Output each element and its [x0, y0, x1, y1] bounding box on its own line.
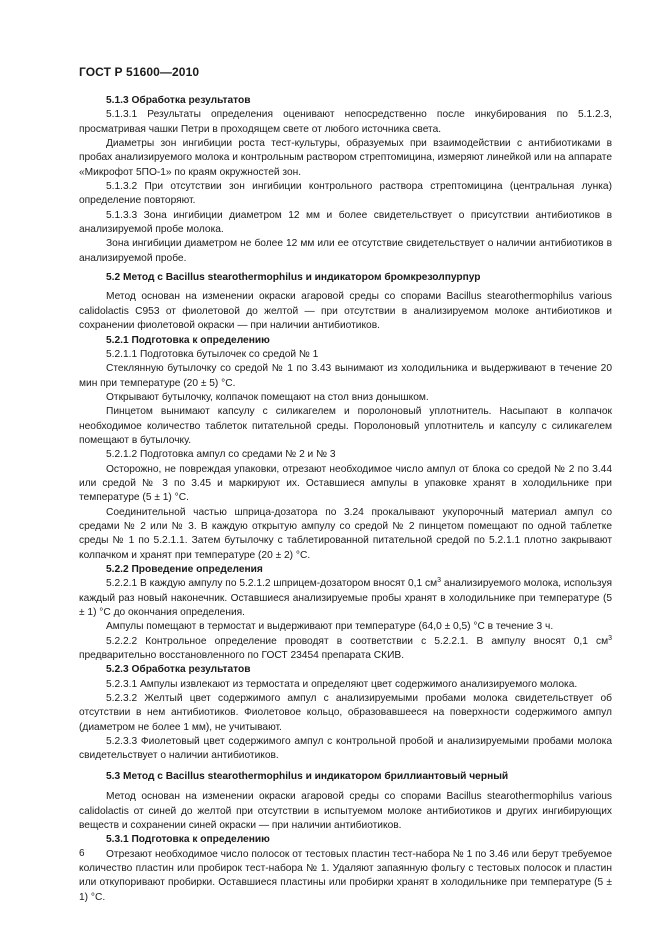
paragraph: 5.1.3.2 При отсутствии зон ингибиции контрольного раствора стрептомицина (центральная лунка) определение повторяют.: [79, 181, 612, 207]
page-number: 6: [79, 848, 85, 859]
section-heading: 5.1.3 Обработка результатов: [106, 95, 251, 106]
paragraph: 5.1.3.3 Зона ингибиции диаметром 12 мм и более свидетельствует о присутствии антибиотиков в анализируемой пробе молока.: [79, 209, 612, 236]
paragraph: 5.2.3.2 Желтый цвет содержимого ампул с анализируемыми пробами молока свидетельствует об отсутствии в нем антибиотиков. Фиолетовое кольцо, образовавшееся на поверхности содержимого ампул (диаметром не более 1 мм), не учитывают.: [79, 693, 612, 733]
section-heading: 5.3 Метод с Bacillus stearothermophilus и индикатором бриллиантовый черный: [106, 770, 509, 782]
section-heading: 5.3.1 Подготовка к определению: [106, 834, 270, 846]
paragraph: Соединительной частью шприца-дозатора по 3.24 прокалывают укупорочный материал ампул со средами № 2 или № 3. В каждую открытую ампулу со средой № 2 пинцетом помещают по одной таблетке среды № 1 по 5.2.1.1. Затем бутылочку с таблетированной питательной средой по 5.2.1.1 плотно закрывают колпачком и хранят при температуре (20 ± 2) °С.: [79, 506, 612, 561]
document-body: [79, 94, 612, 905]
paragraph: Ампулы помещают в термостат и выдерживают при температуре (64,0 ± 0,5) °С в течение 3 ч.: [106, 621, 554, 633]
paragraph: Метод основан на изменении окраски агаровой среды со спорами Bacillus stearothermophilus various calidolactis от синей до желтой при отсутствии в испытуемом молоке антибиотиков и других ингибирующих веществ и сохранении синей окраски — при наличии антибиотиков.: [79, 791, 612, 831]
superscript: 3: [608, 634, 612, 642]
paragraph: 5.2.1.2 Подготовка ампул со средами № 2 и № 3: [106, 449, 336, 461]
document-header: ГОСТ Р 51600—2010: [79, 65, 200, 79]
section-heading: 5.2.1 Подготовка к определению: [106, 334, 270, 346]
section-heading: 5.2.2 Проведение определения: [106, 564, 263, 575]
paragraph: 5.2.2.2 Контрольное определение проводят в соответствии с 5.2.2.1. В ампулу вносят 0,1 $см^3$ предварительно восстановленного по ГОСТ 23454 препарата СКИВ.: [79, 634, 612, 662]
paragraph: 5.2.3.3 Фиолетовый цвет содержимого ампул с контрольной пробой и анализируемыми пробами молока свидетельствует о наличии антибиотиков.: [79, 736, 612, 762]
superscript: 3: [437, 577, 442, 585]
paragraph: Осторожно, не повреждая упаковки, отрезают необходимое число ампул от блока со средой № 2 по 3.44 или средой № 3 по 3.45 и маркируют их. Оставшиеся ампулы в упаковке хранят в холодильнике при температуре (5 ± 1) °С.: [79, 463, 612, 504]
section-heading: 5.2 Метод с Bacillus stearothermophilus и индикатором бромкрезолпурпур: [106, 272, 481, 284]
paragraph: Метод основан на изменении окраски агаровой среды со спорами Bacillus stearothermophilus various calidolactis C953 от фиолетовой до желтой — при отсутствии в анализируемом молоке антибиотиков и сохранении фиолетовой окраски — при наличии антибиотиков.: [79, 291, 612, 332]
paragraph: Пинцетом вынимают капсулу с силикагелем и поролоновый уплотнитель. Насыпают в колпачок необходимое количество таблеток питательной среды. Поролоновый уплотнитель и капсулу с силикагелем помещают в бутылочку.: [79, 406, 612, 446]
paragraph: Стеклянную бутылочку со средой № 1 по 3.43 вынимают из холодильника и выдерживают в течение 20 мин при температуре (20 ± 5) °С.: [79, 363, 612, 389]
paragraph: 5.2.1.1 Подготовка бутылочек со средой № 1: [106, 348, 319, 360]
section-heading: 5.2.3 Обработка результатов: [106, 664, 251, 676]
paragraph: 5.1.3.1 Результаты определения оценивают непосредственно после инкубирования по 5.1.2.3, просматривая чашки Петри в проходящем свете от любого источника света.: [79, 109, 612, 135]
paragraph: Открывают бутылочку, колпачок помещают на стол вниз донышком.: [106, 391, 429, 403]
paragraph: Диаметры зон ингибиции роста тест-культуры, образуемых при взаимодействии с антибиотиками в пробах анализируемого молока и контрольным раствором стрептомицина, измеряют линейкой или на аппарате «Микрофот 5ПО-1» по краям окружностей зон.: [79, 138, 612, 178]
paragraph: 5.2.3.1 Ампулы извлекают из термостата и определяют цвет содержимого анализируемого молока.: [106, 678, 578, 690]
paragraph: 5.2.2.1 В каждую ампулу по 5.2.1.2 шприцем-дозатором вносят 0,1 $см^3$ анализируемого молока, используя каждый раз новый наконечник. Оставшиеся анализируемые пробы хранят в холодильнике при температуре (5 ± 1) °С до окончания определения.: [79, 577, 612, 619]
paragraph: Отрезают необходимое число полосок от тестовых пластин тест-набора № 1 по 3.46 или берут требуемое количество пластин или пробирок тест-набора № 1. Удаляют запаянную фольгу с тестовых полосок и пластин или откупоривают пробирки. Оставшиеся пластины или пробирки хранят в холодильнике при температуре (5 ± 1) °С.: [79, 848, 612, 903]
paragraph: Зона ингибиции диаметром не более 12 мм или ее отсутствие свидетельствует о наличии антибиотиков в анализируемой пробе.: [79, 238, 612, 264]
